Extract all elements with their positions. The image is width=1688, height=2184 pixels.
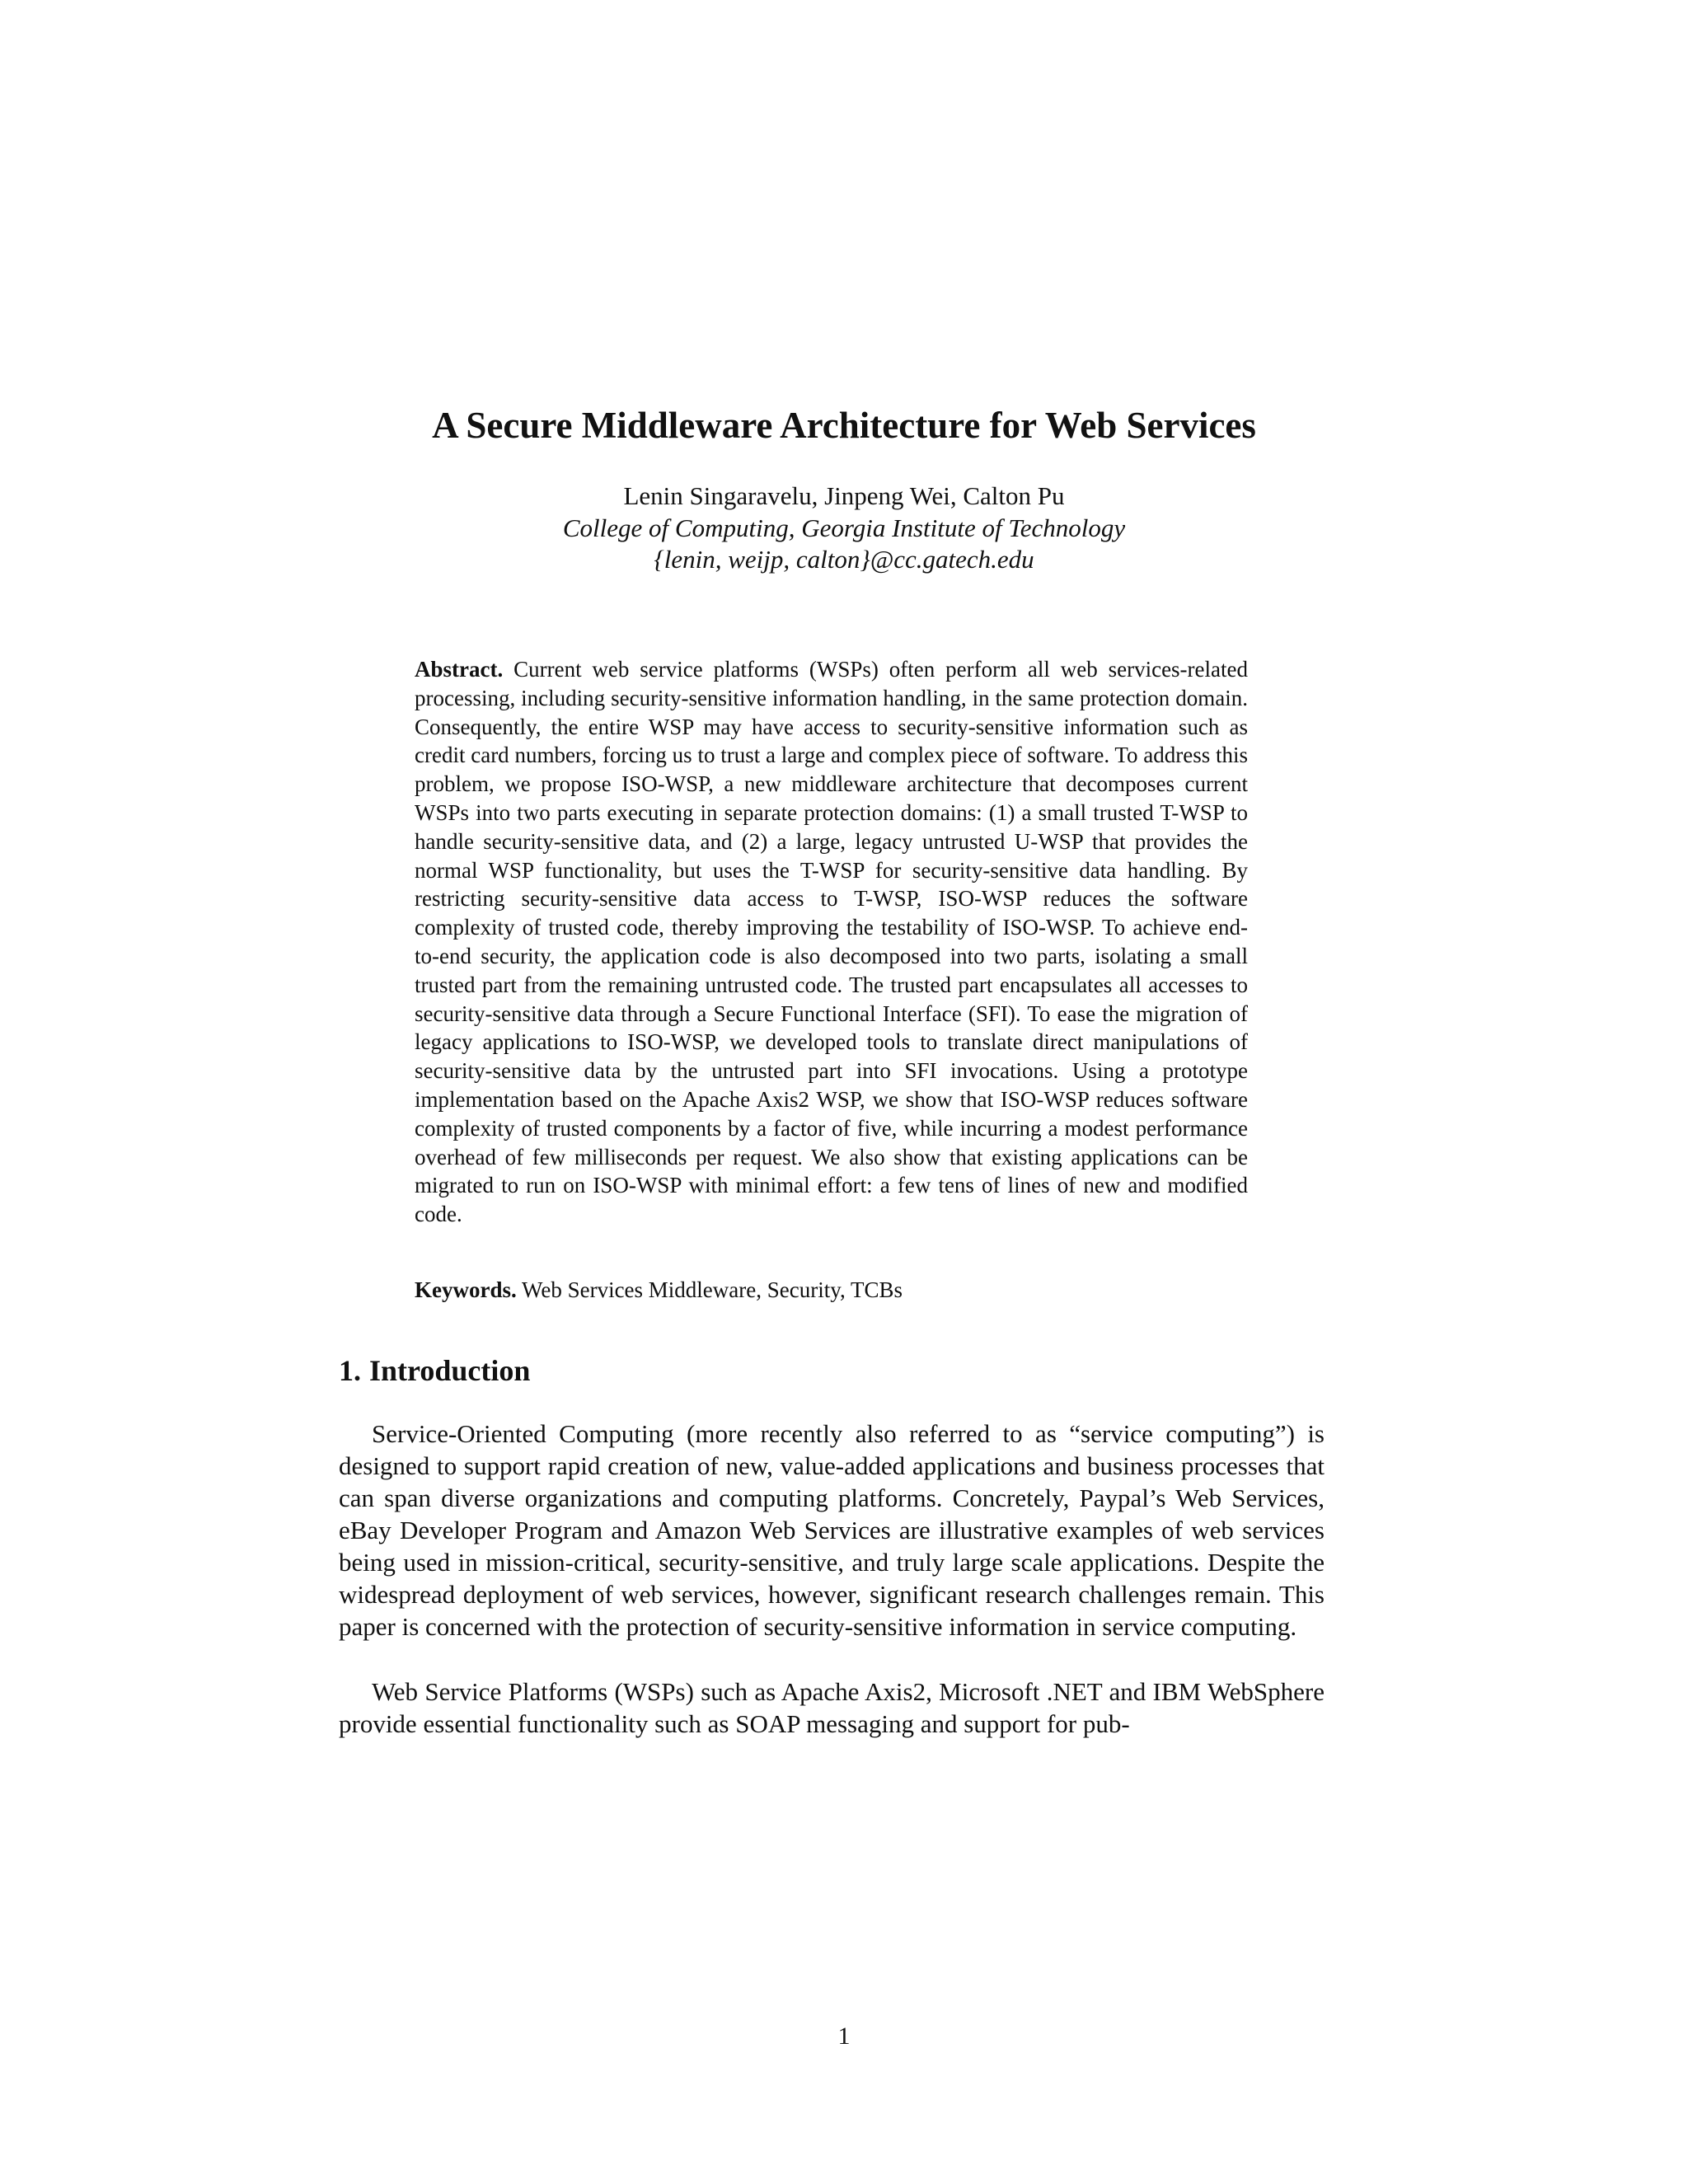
section-title: Introduction (369, 1354, 531, 1387)
paper-title: A Secure Middleware Architecture for Web Services (432, 405, 1256, 446)
section-number: 1. (339, 1354, 361, 1387)
keywords-label: Keywords. (415, 1277, 517, 1302)
body-paragraph: Web Service Platforms (WSPs) such as Apache Axis2, Microsoft .NET and IBM WebSphere provide essential functionality such as SOAP messaging and support for pub- (339, 1677, 1325, 1738)
page-number: 1 (837, 2022, 851, 2050)
author-affiliation: College of Computing, Georgia Institute of Technology (562, 513, 1126, 542)
section-heading-introduction (339, 1352, 530, 1390)
keywords-text: Web Services Middleware, Security, TCBs (522, 1277, 903, 1302)
abstract (415, 655, 1248, 1229)
abstract-label: Abstract. (415, 657, 504, 682)
author-emails: {lenin, weijp, calton}@cc.gatech.edu (654, 545, 1034, 574)
body-paragraph: Service-Oriented Computing (more recently also referred to as “service computing”) is designed to support rapid creation of new, value-added applications and business processes that can span diverse organizations and computing platforms. Concretely, Paypal’s Web Services, eBay Developer Program and Amazon Web Services are illustrative examples of web services being used in mission-critical, security-sensitive, and truly large scale applications. Despite the widespread deployment of web services, however, significant research challenges remain. This paper is concerned with the protection of security-sensitive information in service computing. (339, 1419, 1325, 1641)
author-list: Lenin Singaravelu, Jinpeng Wei, Calton Pu (623, 481, 1065, 510)
abstract-text: Current web service platforms (WSPs) often perform all web services-related processing, including security-sensitive information handling, in the same protection domain. Consequently, the entire WSP may have access to security-sensitive information such as credit card numbers, forcing us to trust a large and complex piece of software. To address this problem, we propose ISO-WSP, a new middleware architecture that decomposes current WSPs into two parts executing in separate protection domains: (1) a small trusted T-WSP to handle security-sensitive data, and (2) a large, legacy untrusted U-WSP that provides the normal WSP functionality, but uses the T-WSP for security-sensitive data handling. By restricting security-sensitive data access to T-WSP, ISO-WSP reduces the software complexity of trusted code, thereby improving the testability of ISO-WSP. To achieve end-to-end security, the application code is also decomposed into two parts, isolating a small trusted part from the remaining untrusted code. The trusted part encapsulates all accesses to security-sensitive data through a Secure Functional Interface (SFI). To ease the migration of legacy applications to ISO-WSP, we developed tools to translate direct manipulations of security-sensitive data by the untrusted part into SFI invocations. Using a prototype implementation based on the Apache Axis2 WSP, we show that ISO-WSP reduces software complexity of trusted components by a factor of five, while incurring a modest performance overhead of few milliseconds per request. We also show that existing applications can be migrated to run on ISO-WSP with minimal effort: a few tens of lines of new and modified code. (415, 657, 1248, 1227)
keywords (415, 1276, 1248, 1304)
